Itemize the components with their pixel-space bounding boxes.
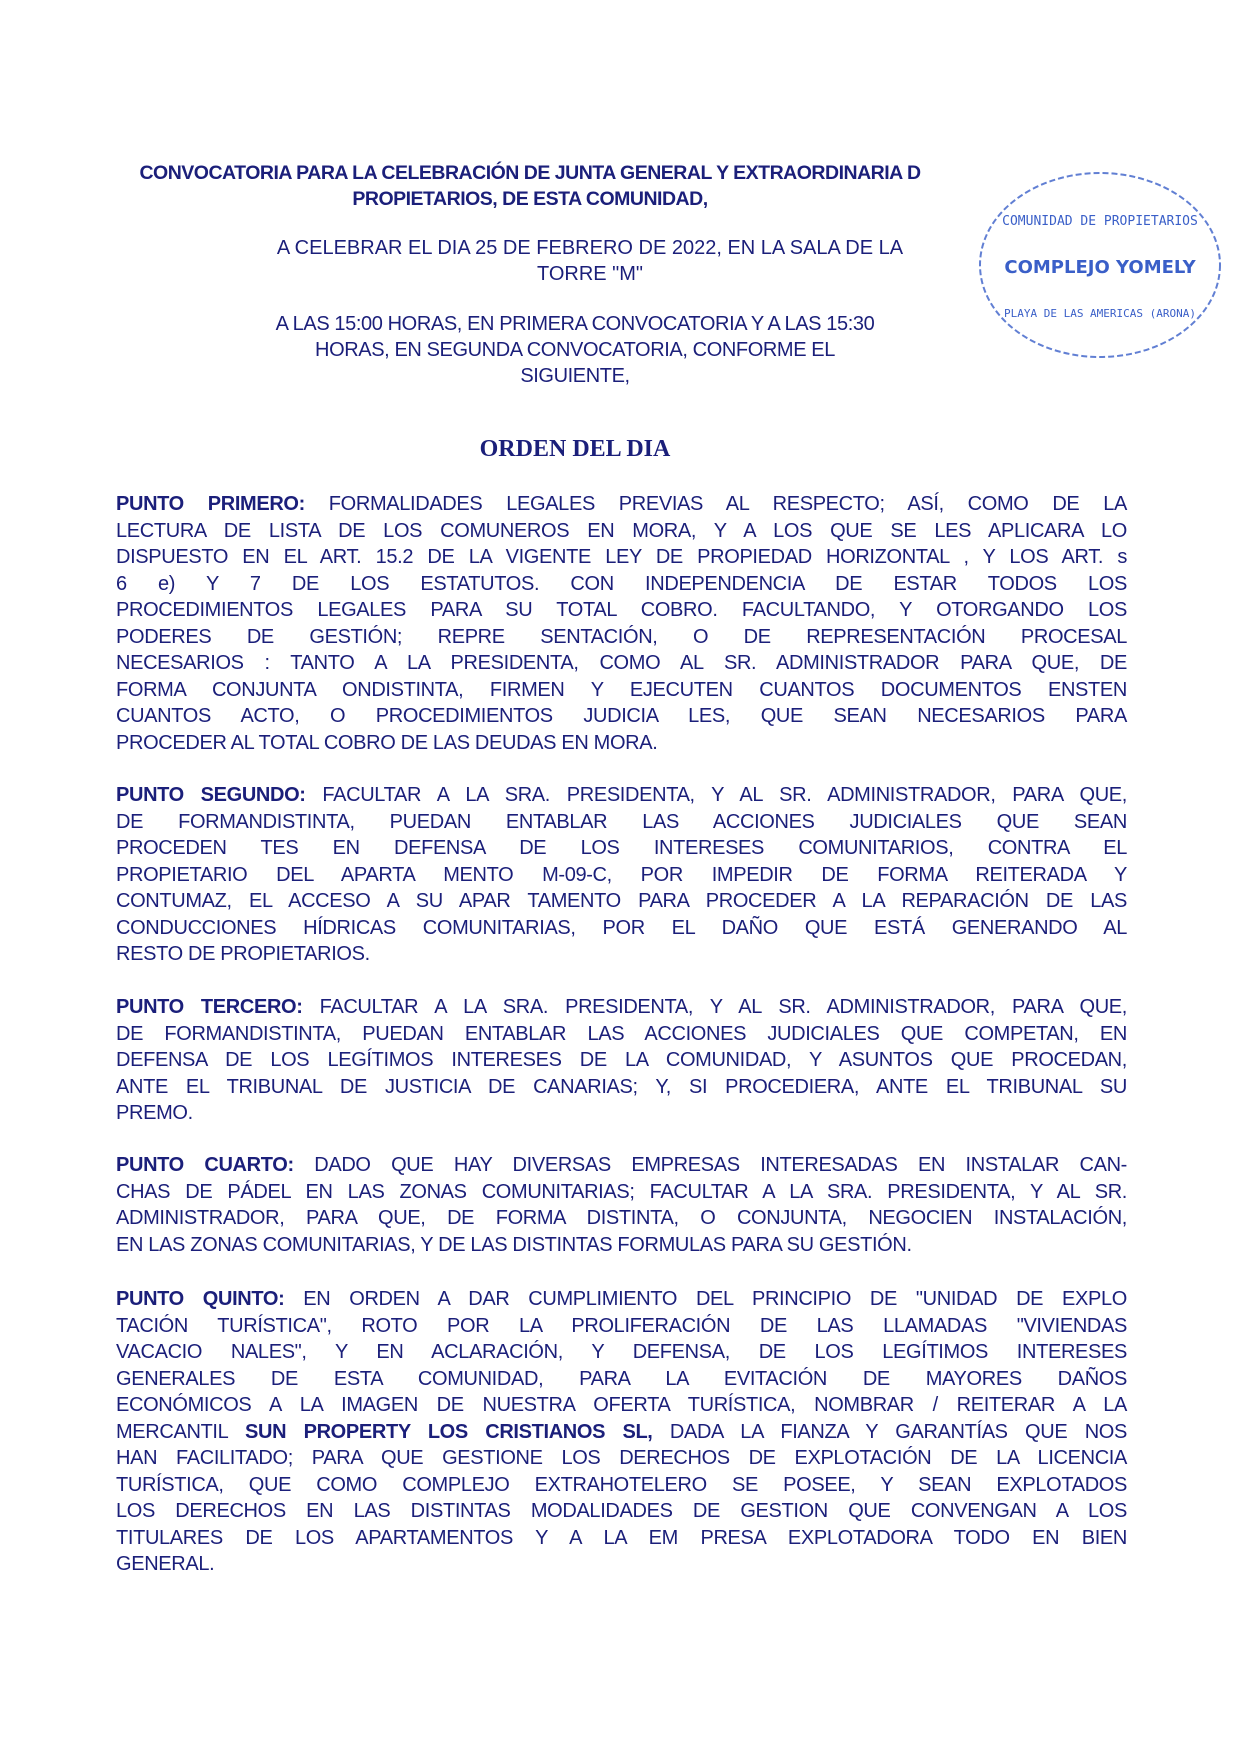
agenda-line: [116, 1551, 1127, 1578]
agenda-line: [116, 730, 1127, 757]
time-line: A LAS 15:00 HORAS, EN PRIMERA CONVOCATORIA Y A LAS 15:30: [275, 313, 875, 335]
agenda-line: [116, 571, 1127, 598]
agenda-item: [116, 1152, 1127, 1258]
agenda-text: DADA LA FIANZA Y GARANTÍAS QUE NOS: [652, 1420, 1127, 1443]
agenda-line: [116, 1074, 1127, 1101]
time-line: SIGUIENTE,: [520, 365, 630, 387]
agenda-line: [116, 1205, 1127, 1232]
agenda-line: [116, 1498, 1127, 1525]
stamp-text-outer: COMUNIDAD DE PROPIETARIOS: [1002, 214, 1198, 229]
agenda-line: [116, 1366, 1127, 1393]
meeting-time: [240, 311, 910, 389]
agenda-line: [116, 703, 1127, 730]
agenda-line: [116, 1021, 1127, 1048]
agenda-text: DE FORMANDISTINTA, PUEDAN ENTABLAR LAS ACCIONES JUDICIALES QUE SEAN: [116, 810, 1127, 833]
agenda-text: ADMINISTRADOR, PARA QUE, DE FORMA DISTINTA, O CONJUNTA, NEGOCIEN INSTALACIÓN,: [116, 1207, 1127, 1229]
agenda-text: GENERALES DE ESTA COMUNIDAD, PARA LA EVITACIÓN DE MAYORES DAÑOS: [116, 1367, 1127, 1390]
agenda-text: PROCEDER AL TOTAL COBRO DE LAS DEUDAS EN MORA.: [116, 731, 658, 754]
agenda-text: RESTO DE PROPIETARIOS.: [116, 943, 370, 965]
stamp-text-middle: COMPLEJO YOMELY: [1004, 257, 1196, 278]
agenda-line: [116, 1472, 1127, 1499]
agenda-line: [116, 1339, 1127, 1366]
agenda-text: FACULTAR A LA SRA. PRESIDENTA, Y AL SR. ADMINISTRADOR, PARA QUE,: [302, 996, 1127, 1018]
agenda-text: FORMA CONJUNTA ONDISTINTA, FIRMEN Y EJECUTEN CUANTOS DOCUMENTOS ENSTEN: [116, 678, 1127, 701]
agenda-text: DADO QUE HAY DIVERSAS EMPRESAS INTERESADAS EN INSTALAR CAN-: [293, 1154, 1127, 1176]
agenda-item-label: PUNTO PRIMERO:: [116, 493, 305, 515]
convocatoria-title: [110, 160, 950, 212]
agenda-item-label: PUNTO SEGUNDO:: [116, 784, 306, 806]
agenda-text: CHAS DE PÁDEL EN LAS ZONAS COMUNITARIAS; FACULTAR A LA SRA. PRESIDENTA, Y AL SR.: [116, 1180, 1127, 1203]
agenda-text: PREMO.: [116, 1102, 193, 1124]
agenda-text: PROCEDEN TES EN DEFENSA DE LOS INTERESES COMUNITARIOS, CONTRA EL: [116, 837, 1127, 859]
agenda-line: [116, 677, 1127, 704]
agenda-text: DISPUESTO EN EL ART. 15.2 DE LA VIGENTE LEY DE PROPIEDAD HORIZONTAL , Y LOS ART. s: [116, 546, 1127, 568]
agenda-line: [116, 941, 1127, 968]
agenda-line: [116, 1232, 1127, 1259]
agenda-line: [116, 1152, 1127, 1179]
agenda-line: [116, 888, 1127, 915]
agenda-text: EN LAS ZONAS COMUNITARIAS, Y DE LAS DISTINTAS FORMULAS PARA SU GESTIÓN.: [116, 1233, 912, 1256]
agenda-text: CONDUCCIONES HÍDRICAS COMUNITARIAS, POR EL DAÑO QUE ESTÁ GENERANDO AL: [116, 916, 1127, 939]
agenda-line: [116, 862, 1127, 889]
agenda-line: [116, 809, 1127, 836]
agenda-text: EN ORDEN A DAR CUMPLIMIENTO DEL PRINCIPIO DE "UNIDAD DE EXPLO: [284, 1288, 1127, 1310]
agenda-item-label: PUNTO CUARTO:: [116, 1154, 294, 1176]
agenda-text: CUANTOS ACTO, O PROCEDIMIENTOS JUDICIA LES, QUE SEAN NECESARIOS PARA: [116, 705, 1127, 727]
agenda-line: [116, 544, 1127, 571]
agenda-line: [116, 491, 1127, 518]
agenda-text: LOS DERECHOS EN LAS DISTINTAS MODALIDADES DE GESTION QUE CONVENGAN A LOS: [116, 1500, 1127, 1522]
agenda-line: [116, 1419, 1127, 1446]
meeting-date: [240, 235, 940, 287]
agenda-line: [116, 624, 1127, 651]
agenda-text: ECONÓMICOS A LA IMAGEN DE NUESTRA OFERTA TURÍSTICA, NOMBRAR / REITERAR A LA: [116, 1394, 1127, 1416]
agenda-text: PROCEDIMIENTOS LEGALES PARA SU TOTAL COBRO. FACULTANDO, Y OTORGANDO LOS: [116, 599, 1127, 621]
agenda-text: FACULTAR A LA SRA. PRESIDENTA, Y AL SR. ADMINISTRADOR, PARA QUE,: [305, 784, 1127, 806]
stamp-text-inner: PLAYA DE LAS AMERICAS (ARONA): [1003, 307, 1197, 320]
community-stamp: [975, 165, 1225, 365]
agenda-text: TITULARES DE LOS APARTAMENTOS Y A LA EM PRESA EXPLOTADORA TODO EN BIEN: [116, 1526, 1127, 1549]
agenda-line: [116, 835, 1127, 862]
agenda-line: [116, 1179, 1127, 1206]
agenda-line: [116, 518, 1127, 545]
agenda-text: LECTURA DE LISTA DE LOS COMUNEROS EN MORA, Y A LOS QUE SE LES APLICARA LO: [116, 519, 1127, 542]
agenda-text: MERCANTIL: [116, 1420, 246, 1443]
agenda-item: [116, 1286, 1127, 1578]
agenda-text: CONTUMAZ, EL ACCESO A SU APAR TAMENTO PARA PROCEDER A LA REPARACIÓN DE LAS: [116, 890, 1127, 912]
agenda-item-label: PUNTO TERCERO:: [116, 996, 303, 1018]
agenda-line: [116, 1392, 1127, 1419]
agenda-item-label: PUNTO QUINTO:: [116, 1288, 285, 1310]
title-line: PROPIETARIOS, DE ESTA COMUNIDAD,: [352, 188, 708, 210]
agenda-line: [116, 1525, 1127, 1552]
agenda-line: [116, 597, 1127, 624]
date-line: A CELEBRAR EL DIA 25 DE FEBRERO DE 2022, EN LA SALA DE LA: [276, 237, 904, 259]
agenda-text: VACACIO NALES", Y EN ACLARACIÓN, Y DEFENSA, DE LOS LEGÍTIMOS INTERESES: [116, 1341, 1127, 1363]
agenda-line: [116, 1047, 1127, 1074]
agenda-item: [116, 994, 1127, 1127]
agenda-line: [116, 1445, 1127, 1472]
agenda-line: [116, 915, 1127, 942]
agenda-text: GENERAL.: [116, 1553, 215, 1575]
agenda-line: [116, 782, 1127, 809]
orden-del-dia-title: ORDEN DEL DIA: [479, 436, 671, 462]
agenda-text: DE FORMANDISTINTA, PUEDAN ENTABLAR LAS ACCIONES JUDICIALES QUE COMPETAN, EN: [116, 1022, 1127, 1045]
agenda-item: [116, 491, 1127, 756]
agenda-line: [116, 994, 1127, 1021]
agenda-text: DEFENSA DE LOS LEGÍTIMOS INTERESES DE LA COMUNIDAD, Y ASUNTOS QUE PROCEDAN,: [116, 1049, 1127, 1071]
agenda-text: FORMALIDADES LEGALES PREVIAS AL RESPECTO; ASÍ, COMO DE LA: [304, 493, 1128, 515]
agenda-text: PODERES DE GESTIÓN; REPRE SENTACIÓN, O DE REPRESENTACIÓN PROCESAL: [116, 625, 1127, 648]
agenda-line: [116, 1313, 1127, 1340]
agenda-text: TACIÓN TURÍSTICA", ROTO POR LA PROLIFERACIÓN DE LAS LLAMADAS "VIVIENDAS: [116, 1314, 1127, 1337]
title-line: CONVOCATORIA PARA LA CELEBRACIÓN DE JUNTA GENERAL Y EXTRAORDINARIA D: [139, 162, 921, 184]
agenda-line: [116, 1286, 1127, 1313]
agenda-text: ANTE EL TRIBUNAL DE JUSTICIA DE CANARIAS; Y, SI PROCEDIERA, ANTE EL TRIBUNAL SU: [116, 1075, 1127, 1098]
company-name: SUN PROPERTY LOS CRISTIANOS SL,: [245, 1420, 653, 1443]
agenda-text: PROPIETARIO DEL APARTA MENTO M-09-C, POR IMPEDIR DE FORMA REITERADA Y: [116, 863, 1127, 886]
date-line: TORRE "M": [536, 263, 644, 285]
agenda-text: HAN FACILITADO; PARA QUE GESTIONE LOS DERECHOS DE EXPLOTACIÓN DE LA LICENCIA: [116, 1447, 1127, 1469]
agenda-line: [116, 650, 1127, 677]
time-line: HORAS, EN SEGUNDA CONVOCATORIA, CONFORME EL: [315, 339, 835, 361]
agenda-item: [116, 782, 1127, 968]
agenda-text: TURÍSTICA, QUE COMO COMPLEJO EXTRAHOTELERO SE POSEE, Y SEAN EXPLOTADOS: [116, 1473, 1127, 1496]
agenda-line: [116, 1100, 1127, 1127]
agenda-text: 6 e) Y 7 DE LOS ESTATUTOS. CON INDEPENDENCIA DE ESTAR TODOS LOS: [116, 572, 1127, 595]
agenda-text: NECESARIOS : TANTO A LA PRESIDENTA, COMO AL SR. ADMINISTRADOR PARA QUE, DE: [116, 652, 1127, 674]
